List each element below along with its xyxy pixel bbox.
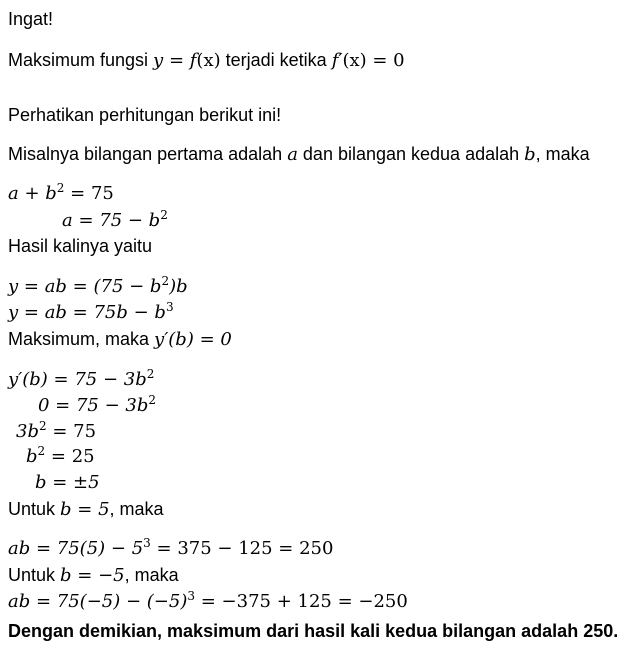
conclusion-line bbox=[8, 620, 618, 642]
eq4-lhs: y = ab = 75b − b bbox=[8, 302, 166, 323]
equation-3 bbox=[8, 276, 188, 298]
maksimum-line bbox=[8, 328, 232, 351]
math-fprime: f′ bbox=[331, 50, 343, 71]
eq8-lhs: b bbox=[26, 446, 38, 467]
untuk1-post: , maka bbox=[109, 499, 164, 519]
eq3-lhs: y = ab = (75 − b bbox=[8, 276, 162, 297]
equation-8 bbox=[26, 446, 95, 468]
eq4-exp: 3 bbox=[165, 300, 174, 314]
untuk1-pre: Untuk bbox=[8, 499, 61, 519]
hasil-kali-line bbox=[8, 235, 152, 257]
untuk2-math: b = −5 bbox=[60, 565, 125, 586]
misal-mid: dan bilangan kedua adalah bbox=[297, 144, 525, 164]
equation-7 bbox=[16, 421, 96, 443]
untuk2-post: , maka bbox=[124, 565, 179, 585]
equation-4 bbox=[8, 302, 174, 324]
math-x2: (x) bbox=[342, 50, 367, 71]
maksimum-pre: Maksimum, maka bbox=[8, 329, 155, 349]
equation-9 bbox=[35, 472, 100, 494]
eq2-lhs: a = 75 − b bbox=[62, 210, 161, 231]
eq8-rhs: = 25 bbox=[45, 446, 95, 467]
misal-pre: Misalnya bilangan pertama adalah bbox=[8, 144, 288, 164]
conclusion-text: Dengan demikian, maksimum dari hasil kali kedua bilangan adalah 250. bbox=[8, 621, 619, 641]
eq6-exp: 2 bbox=[148, 393, 157, 407]
eq8-exp: 2 bbox=[37, 444, 46, 458]
misal-post: , maka bbox=[535, 144, 590, 164]
max-rule-line bbox=[8, 49, 405, 72]
eq11-rhs: = −375 + 125 = −250 bbox=[195, 591, 408, 612]
heading-ingat bbox=[8, 8, 53, 30]
equation-6 bbox=[38, 395, 156, 417]
math-eq: = bbox=[163, 50, 190, 71]
eq7-lhs: 3b bbox=[16, 421, 39, 442]
math-eq0: = 0 bbox=[366, 50, 405, 71]
misal-b: b bbox=[524, 144, 536, 165]
equation-2 bbox=[62, 210, 168, 232]
eq3-rhs: )b bbox=[169, 276, 188, 297]
misal-line bbox=[8, 143, 590, 166]
max-rule-math bbox=[153, 50, 221, 71]
equation-11 bbox=[8, 591, 408, 613]
eq10-rhs: = 375 − 125 = 250 bbox=[150, 538, 334, 559]
math-x: (x) bbox=[196, 50, 221, 71]
text-hasil-kali: Hasil kalinya yaitu bbox=[8, 236, 153, 256]
eq7-exp: 2 bbox=[38, 419, 47, 433]
eq5-lhs: y′(b) = 75 − 3b bbox=[8, 369, 147, 390]
untuk-1-line bbox=[8, 498, 164, 521]
maksimum-math: y′(b) = 0 bbox=[154, 329, 232, 350]
untuk2-pre: Untuk bbox=[8, 565, 61, 585]
untuk1-math: b = 5 bbox=[60, 499, 110, 520]
eq1-exp: 2 bbox=[56, 181, 65, 195]
equation-10 bbox=[8, 538, 333, 560]
eq9-lhs: b = ±5 bbox=[35, 472, 100, 493]
equation-1 bbox=[8, 183, 114, 205]
max-rule-math2 bbox=[332, 50, 405, 71]
misal-a: a bbox=[287, 144, 298, 165]
equation-5 bbox=[8, 369, 154, 391]
eq2-exp: 2 bbox=[160, 208, 168, 222]
perhatikan-line bbox=[8, 104, 281, 126]
eq3-exp: 2 bbox=[161, 274, 170, 288]
eq5-exp: 2 bbox=[146, 367, 155, 381]
eq1-rhs: = 75 bbox=[64, 183, 114, 204]
max-rule-mid: terjadi ketika bbox=[220, 50, 332, 70]
text-perhatikan: Perhatikan perhitungan berikut ini! bbox=[8, 105, 282, 125]
untuk-2-line bbox=[8, 564, 179, 587]
eq11-lhs: ab = 75(−5) − (−5) bbox=[8, 591, 188, 612]
eq11-exp: 3 bbox=[187, 589, 196, 603]
eq10-lhs: ab = 75(5) − 5 bbox=[8, 538, 144, 559]
math-y: y bbox=[153, 50, 164, 71]
eq10-exp: 3 bbox=[143, 536, 151, 550]
max-rule-pre: Maksimum fungsi bbox=[8, 50, 154, 70]
eq7-rhs: = 75 bbox=[46, 421, 97, 442]
text-ingat: Ingat! bbox=[8, 9, 54, 29]
eq6-lhs: 0 = 75 − 3b bbox=[38, 395, 149, 416]
eq1-lhs: a + b bbox=[8, 183, 57, 204]
math-f: f bbox=[189, 50, 197, 71]
